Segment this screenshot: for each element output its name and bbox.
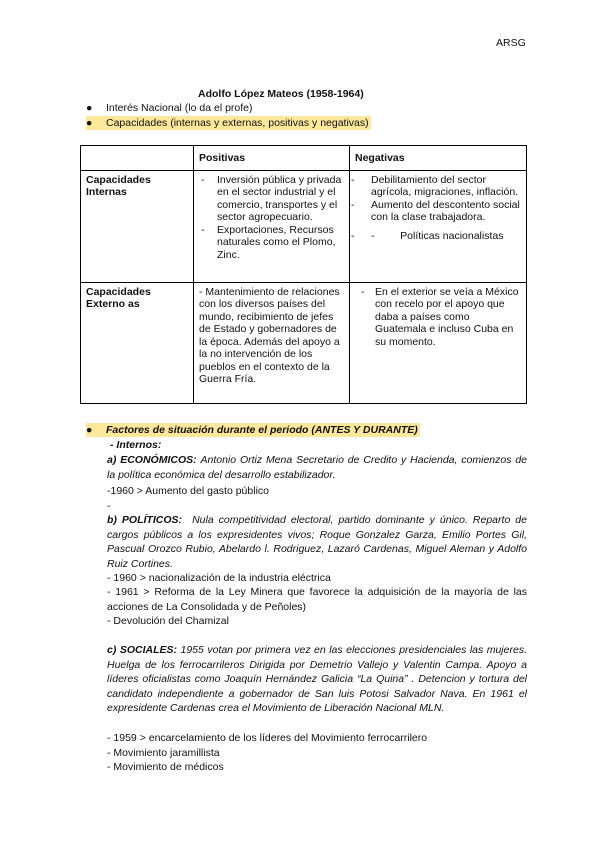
bullet-marker: ● <box>86 102 93 114</box>
bullet-capacidades <box>86 117 371 129</box>
sociales-item-2: - Movimiento jaramillista <box>107 747 220 759</box>
politicos-item-1: - 1960 > nacionalización de la industria eléctrica <box>107 572 331 584</box>
capacidades-table <box>80 145 527 404</box>
bullet-interes-nacional <box>86 102 253 114</box>
row-label-internas: Capacidades Internas <box>81 170 194 282</box>
bullet-marker: ● <box>86 424 93 436</box>
list-item: - Inversión pública y privada en el sector industrial y el comercio, transportes y el sector agropecuario. <box>201 173 342 223</box>
politicos-item-3: - Devolución del Chamizal <box>107 615 229 627</box>
sociales-item-3: - Movimiento de médicos <box>107 761 224 773</box>
table-header-negativas: Negativas <box>350 146 527 171</box>
economicos-item-1: -1960 > Aumento del gasto público <box>107 485 269 497</box>
bullet-text: Capacidades (internas y externas, positivas y negativas) <box>106 117 369 129</box>
table-header-empty <box>81 146 194 171</box>
cell-internas-negativas <box>350 170 527 282</box>
sociales-label: c) SOCIALES: <box>107 644 177 656</box>
economicos-label: a) ECONÓMICOS: <box>107 454 197 466</box>
row-label-externas: Capacidades Externo as <box>81 282 194 403</box>
politicos-label: b) POLÍTICOS: <box>107 514 183 526</box>
table-row-internas <box>81 170 527 282</box>
table-header-positivas: Positivas <box>194 146 350 171</box>
table-row-externas <box>81 282 527 403</box>
header-initials: ARSG <box>496 37 526 49</box>
sociales-item-1: - 1959 > encarcelamiento de los líderes del Movimiento ferrocarrilero <box>107 732 428 744</box>
factores-heading: Factores de situación durante el periodo (ANTES Y DURANTE) <box>106 424 418 436</box>
cell-externas-negativas <box>350 282 527 403</box>
bullet-factores <box>86 424 420 436</box>
cell-internas-positivas <box>194 170 350 282</box>
economicos-item-2: - <box>107 500 111 512</box>
sociales-paragraph <box>107 643 527 716</box>
list-item: - - Políticas nacionalistas <box>351 229 504 242</box>
politicos-item-2: - 1961 > Reforma de la Ley Minera que favorece la adquisición de la mayoría de las acciones de La Consolidada y de Peñoles) <box>107 586 527 613</box>
table-header-row <box>81 146 527 171</box>
politicos-text: Nula competitividad electoral, partido dominante y único. Reparto de cargos públicos a los expresidentes vivos; Roque Gonzalez Garza, Emilio Portes Gil, Pascual Orozco Rubio, Abelardo l. Rodriguez, Lazaró Cardenas, Miguel Aleman y Adolfo Ruiz Cortines. <box>107 514 527 570</box>
cell-externas-positivas: - Mantenimiento de relaciones con los diversos países del mundo, recibimiento de jefes de Estado y gobernadores de la época. Además del apoyo a la no intervención de los pueblos en el contexto de la Guerra Fría. <box>194 282 350 403</box>
list-item: - En el exterior se veía a México con recelo por el apoyo que daba a países como Guatemala e incluso Cuba en su momento. <box>361 285 519 348</box>
list-item: - Aumento del descontento social con la clase trabajadora. <box>351 198 520 223</box>
politicos-paragraph <box>107 513 527 571</box>
list-item: - Debilitamiento del sector agrícola, migraciones, inflación. <box>351 173 519 198</box>
list-item: - Exportaciones, Recursos naturales como el Plomo, Zinc. <box>201 223 336 261</box>
economicos-text: Antonio Ortiz Mena Secretario de Credito y Hacienda, comienzos de la política económica del desarrollo estabilizador. <box>107 454 528 481</box>
sociales-text: 1955 votan por primera vez en las elecciones presidenciales las mujeres. Huelga de los ferrocarrileros Dirigida por Demetrio Vallejo y Valentin Campa. Apoyo a líderes oficialistas como Joaquín Hernández Galicia “La Quina” . Detencion y tortura del candidato independiente a gobernador de San luis Potosi Salvador Nava. En 1961 el expresidente Cardenas crea el Movimiento de Liberación Nacional MLN. <box>107 644 527 714</box>
internos-label: - Internos: <box>110 439 162 451</box>
bullet-marker: ● <box>86 117 93 129</box>
bullet-text: Interés Nacional (lo da el profe) <box>106 102 253 114</box>
page-title: Adolfo López Mateos (1958-1964) <box>198 88 364 100</box>
economicos-paragraph <box>107 453 527 482</box>
